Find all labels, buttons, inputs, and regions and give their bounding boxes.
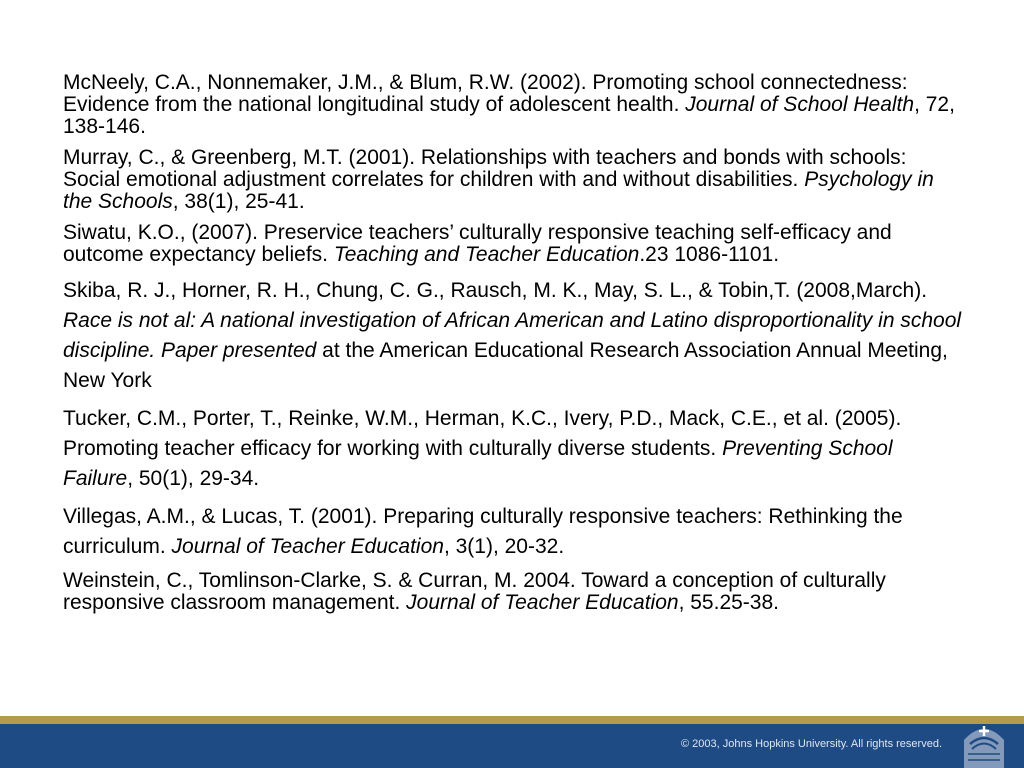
reference-details: , 50(1), 29-34. — [127, 467, 260, 490]
reference-details: , 3(1), 20-32. — [443, 535, 565, 558]
reference-list — [63, 72, 963, 614]
reference-title: Race is not al: A national investigation of African American and Latino disproportionality in school discipline. Paper presented — [63, 309, 962, 362]
reference-journal: Journal of Teacher Education — [406, 591, 679, 614]
reference-text: Weinstein, C., Tomlinson-Clarke, S. & Curran, M. 2004. Toward a conception of culturally responsive classroom management. — [63, 569, 886, 614]
reference-text: Skiba, R. J., Horner, R. H., Chung, C. G., Rausch, M. K., May, S. L., & Tobin,T. (2008,March). — [63, 279, 928, 302]
reference-text: McNeely, C.A., Nonnemaker, J.M., & Blum, R.W. (2002). Promoting school connectedness: Evidence from the national longitudinal study of adolescent health. — [63, 71, 908, 116]
reference-text: Murray, C., & Greenberg, M.T. (2001). Relationships with teachers and bonds with schools: Social emotional adjustment correlates for children with and without disabilities. — [63, 146, 907, 191]
reference-details: .23 1086-1101. — [639, 243, 780, 266]
reference-details: at the American Educational Research Association Annual Meeting, New York — [63, 339, 948, 392]
reference-text: Tucker, C.M., Porter, T., Reinke, W.M., Herman, K.C., Ivery, P.D., Mack, C.E., et al. (2005). Promoting teacher efficacy for working with culturally diverse students. — [63, 407, 902, 460]
reference-journal: Journal of Teacher Education — [171, 535, 444, 558]
copyright-notice: © 2003, Johns Hopkins University. All rights reserved. — [680, 738, 942, 750]
reference-item — [63, 404, 963, 494]
reference-journal: Psychology in the Schools — [63, 168, 934, 213]
reference-details: , 38(1), 25-41. — [172, 190, 305, 213]
reference-details: , 72, 138-146. — [63, 93, 955, 138]
reference-item — [63, 570, 963, 614]
reference-item — [63, 147, 963, 213]
reference-item — [63, 222, 963, 266]
reference-journal: Preventing School Failure — [63, 437, 893, 490]
reference-journal: Journal of School Health — [685, 93, 915, 116]
reference-text: Siwatu, K.O., (2007). Preservice teachers’ culturally responsive teaching self-efficacy and outcome expectancy beliefs. — [63, 221, 892, 266]
johns-hopkins-shield-icon — [954, 718, 1014, 768]
reference-details: , 55.25-38. — [678, 591, 779, 614]
reference-item — [63, 72, 963, 138]
reference-item — [63, 502, 963, 562]
footer-accent-stripe — [0, 716, 1024, 724]
reference-text: Villegas, A.M., & Lucas, T. (2001). Preparing culturally responsive teachers: Rethinking the curriculum. — [63, 505, 903, 558]
reference-journal: Teaching and Teacher Education — [333, 243, 640, 266]
reference-item — [63, 276, 963, 396]
